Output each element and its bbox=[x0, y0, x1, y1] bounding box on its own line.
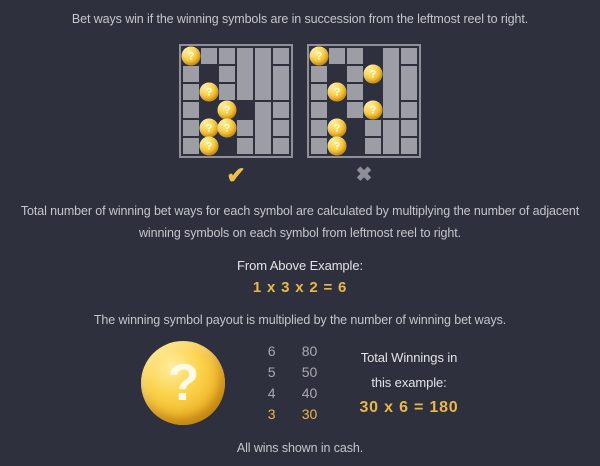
example-label: From Above Example: bbox=[237, 258, 363, 273]
reel-cell bbox=[365, 48, 381, 64]
total-winnings-formula: 30 x 6 = 180 bbox=[359, 399, 459, 416]
coin-symbol-icon: ? bbox=[310, 47, 329, 66]
reel-cell bbox=[273, 102, 289, 118]
reel-cell bbox=[365, 138, 381, 154]
coin-symbol-icon: ? bbox=[182, 47, 201, 66]
losing-example bbox=[307, 44, 421, 187]
coin-symbol-icon: ? bbox=[200, 137, 219, 156]
reel-cell bbox=[347, 66, 363, 82]
paytable-symbol-count: 5 bbox=[267, 364, 276, 380]
paytable-row bbox=[261, 341, 323, 362]
paytable-payout: 80 bbox=[301, 343, 318, 359]
coin-symbol-icon: ? bbox=[200, 83, 219, 102]
coin-symbol-icon: ? bbox=[328, 137, 347, 156]
paytable-row bbox=[261, 404, 323, 425]
reel-cell bbox=[201, 66, 217, 82]
coin-symbol-icon: ? bbox=[364, 65, 383, 84]
coin-symbol-icon: ? bbox=[328, 119, 347, 138]
paytable-payout: 40 bbox=[301, 385, 318, 401]
paytable bbox=[261, 341, 323, 425]
reel-cell bbox=[237, 48, 253, 100]
reel-cell bbox=[219, 138, 235, 154]
winning-reel-grid bbox=[179, 44, 293, 158]
reel-cell-with-coin bbox=[365, 102, 381, 118]
reel-cell-with-coin bbox=[201, 84, 217, 100]
calc-text bbox=[0, 200, 600, 244]
reel-cell bbox=[383, 120, 399, 154]
reel-cell bbox=[347, 120, 363, 154]
reel-cell bbox=[383, 48, 399, 118]
footer-text: All wins shown in cash. bbox=[236, 441, 364, 455]
winning-example bbox=[179, 44, 293, 187]
reel-cell bbox=[311, 66, 327, 82]
paytable-payout: 50 bbox=[301, 364, 318, 380]
intro-text: Bet ways win if the winning symbols are in succession from the leftmost reel to right. bbox=[71, 12, 529, 26]
examples-row bbox=[0, 44, 600, 187]
example-formula: 1 x 3 x 2 = 6 bbox=[252, 279, 348, 296]
reel-cell bbox=[401, 102, 417, 118]
total-winnings-line2: this example: bbox=[371, 375, 447, 390]
coin-symbol-icon: ? bbox=[364, 101, 383, 120]
reel-cell-with-coin bbox=[201, 120, 217, 136]
reel-cell bbox=[401, 66, 417, 100]
reel-cell-with-coin bbox=[311, 48, 327, 64]
reel-cell bbox=[401, 48, 417, 64]
paytable-symbol-count: 4 bbox=[267, 385, 276, 401]
reel-cell-with-coin bbox=[219, 102, 235, 118]
paytable-symbol-count: 3 bbox=[267, 406, 276, 422]
reel-cell-with-coin bbox=[219, 120, 235, 136]
reel-cell bbox=[273, 48, 289, 64]
question-coin-symbol: ? bbox=[167, 354, 200, 412]
reel-cell bbox=[255, 48, 271, 100]
reel-cell-with-coin bbox=[329, 84, 345, 100]
paytable-payout: 30 bbox=[301, 406, 318, 422]
reel-cell-with-coin bbox=[329, 138, 345, 154]
reel-cell bbox=[237, 102, 253, 118]
reel-cell-with-coin bbox=[201, 138, 217, 154]
reel-cell bbox=[183, 84, 199, 100]
reel-cell bbox=[401, 120, 417, 136]
reel-cell bbox=[219, 66, 235, 82]
coin-symbol-icon: ? bbox=[328, 83, 347, 102]
reel-cell bbox=[365, 120, 381, 136]
reel-cell bbox=[311, 102, 327, 118]
losing-reel-grid bbox=[307, 44, 421, 158]
reel-cell bbox=[311, 120, 327, 136]
reel-cell bbox=[219, 48, 235, 64]
reel-cell bbox=[273, 120, 289, 136]
reel-cell bbox=[237, 138, 253, 154]
reel-cell bbox=[329, 66, 345, 82]
reel-cell bbox=[311, 84, 327, 100]
reel-cell bbox=[237, 120, 253, 136]
total-winnings bbox=[359, 349, 458, 417]
total-winnings-line1: Total Winnings in bbox=[360, 350, 458, 365]
paytable-row bbox=[261, 383, 323, 404]
coin-symbol-icon: ? bbox=[218, 101, 237, 120]
reel-cell bbox=[329, 102, 345, 118]
payout-example-row bbox=[0, 341, 600, 425]
cross-icon: ✖ bbox=[355, 164, 373, 186]
reel-cell bbox=[183, 66, 199, 82]
paytable-row bbox=[261, 362, 323, 383]
reel-cell bbox=[183, 138, 199, 154]
reel-cell bbox=[219, 84, 235, 100]
reel-cell bbox=[347, 84, 363, 100]
check-icon: ✔ bbox=[226, 162, 246, 188]
reel-cell-with-coin bbox=[183, 48, 199, 64]
reel-cell bbox=[401, 138, 417, 154]
paytable-symbol-count: 6 bbox=[267, 343, 276, 359]
reel-cell bbox=[183, 120, 199, 136]
reel-cell-with-coin bbox=[365, 66, 381, 82]
reel-cell bbox=[201, 102, 217, 118]
reel-cell bbox=[255, 102, 271, 154]
question-coin-icon bbox=[141, 341, 225, 425]
reel-cell bbox=[365, 84, 381, 100]
reel-cell bbox=[329, 48, 345, 64]
payout-text: The winning symbol payout is multiplied by the number of winning bet ways. bbox=[93, 313, 507, 327]
calc-text-line1: Total number of winning bet ways for each symbol are calculated by multiplying the number of adjacent bbox=[20, 204, 580, 218]
reel-cell bbox=[273, 138, 289, 154]
reel-cell-with-coin bbox=[329, 120, 345, 136]
reel-cell bbox=[201, 48, 217, 64]
calc-text-line2: winning symbols on each symbol from leftmost reel to right. bbox=[138, 226, 461, 240]
reel-cell bbox=[311, 138, 327, 154]
reel-cell bbox=[183, 102, 199, 118]
reel-cell bbox=[273, 66, 289, 100]
coin-symbol-icon: ? bbox=[200, 119, 219, 138]
reel-cell bbox=[347, 48, 363, 64]
reel-cell bbox=[347, 102, 363, 118]
coin-symbol-icon: ? bbox=[218, 119, 237, 138]
